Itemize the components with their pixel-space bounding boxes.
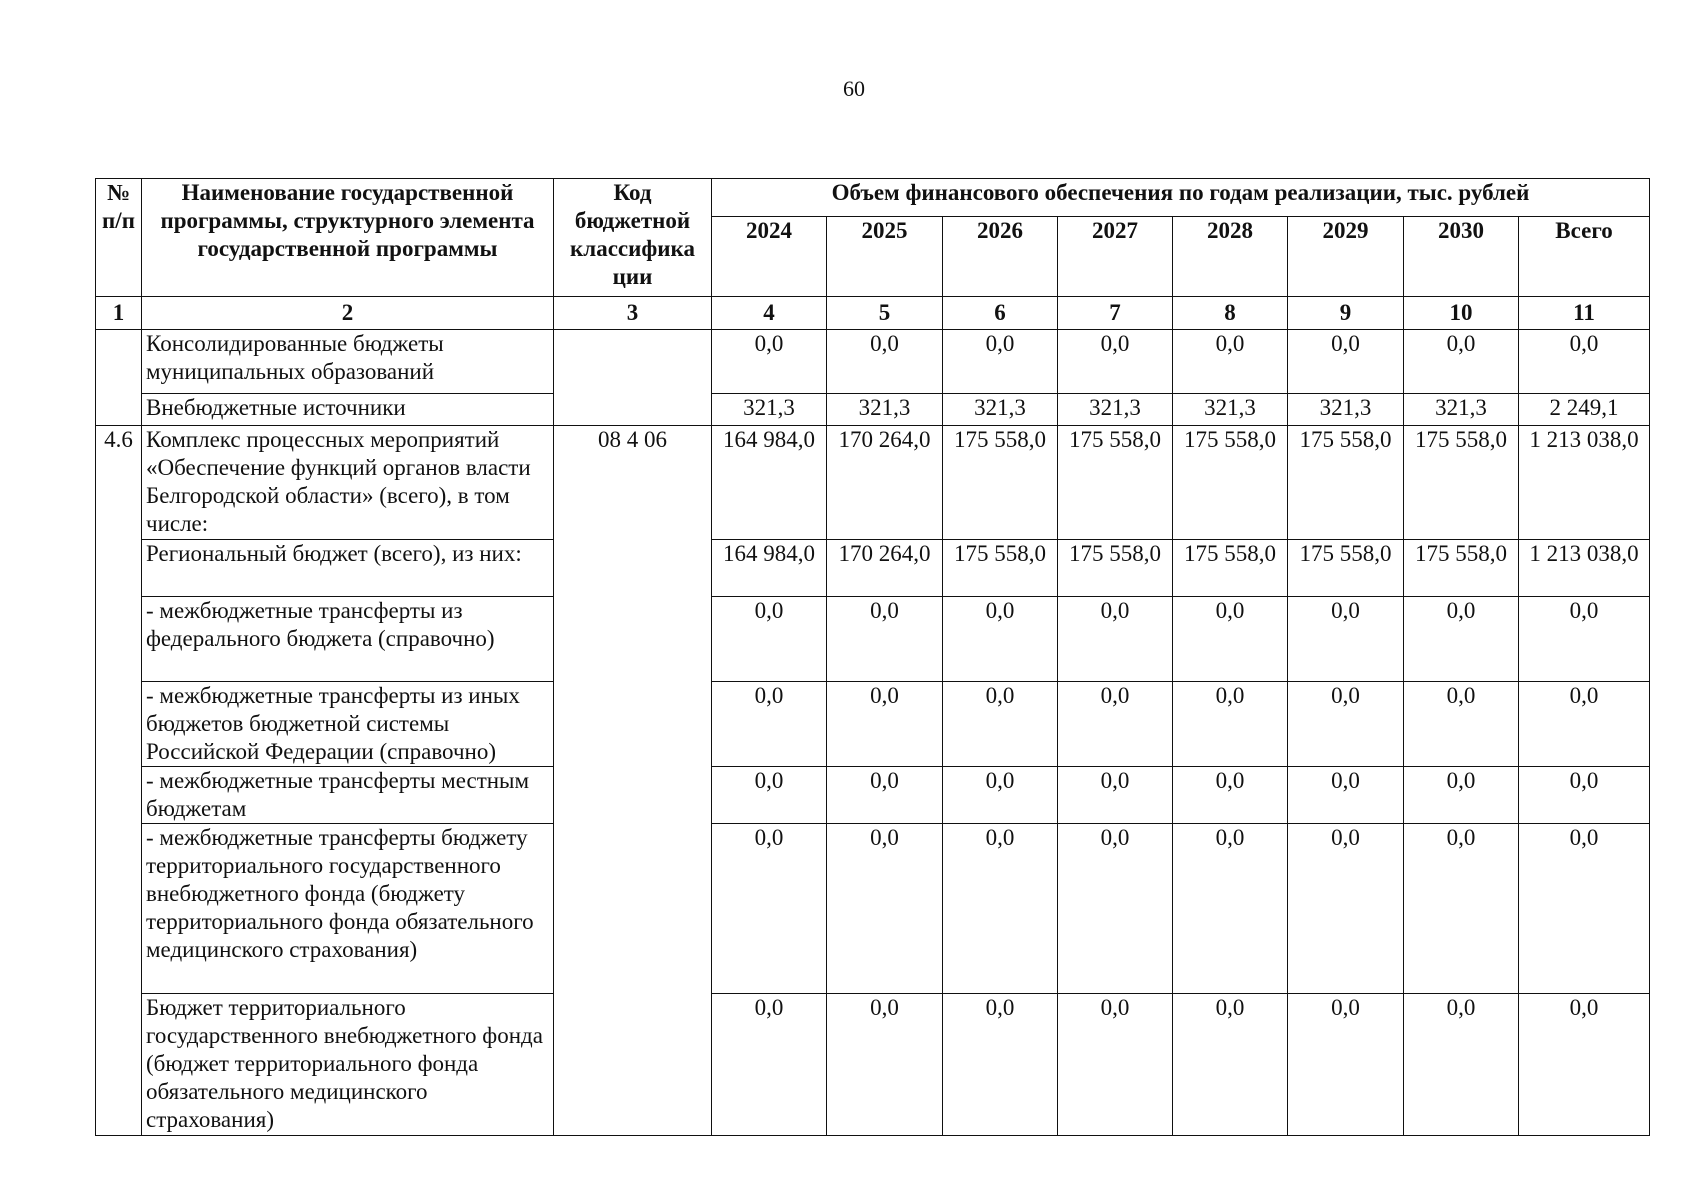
column-number: 9 [1288,297,1404,330]
value-cell: 0,0 [1173,597,1288,682]
value-cell: 0,0 [1173,682,1288,767]
column-number: 11 [1519,297,1650,330]
row-name: - межбюджетные трансферты бюджету территориального государственного внебюджетного фонда (бюджету территориального фонда обязательного медицинского страхования) [142,824,554,994]
header-year: 2029 [1288,217,1404,297]
value-cell: 175 558,0 [1173,426,1288,540]
row-name: - межбюджетные трансферты из иных бюджетов бюджетной системы Российской Федерации (справочно) [142,682,554,767]
value-cell: 0,0 [1173,994,1288,1136]
table-row [96,426,1650,540]
column-number: 6 [943,297,1058,330]
value-cell: 0,0 [1058,597,1173,682]
column-number: 7 [1058,297,1173,330]
value-cell: 0,0 [712,682,827,767]
value-cell: 175 558,0 [1058,540,1173,597]
total-cell: 0,0 [1519,767,1650,824]
row-name: - межбюджетные трансферты местным бюджетам [142,767,554,824]
value-cell: 0,0 [1058,682,1173,767]
value-cell: 0,0 [712,597,827,682]
value-cell: 0,0 [1058,330,1173,394]
value-cell: 175 558,0 [943,540,1058,597]
value-cell: 0,0 [827,994,943,1136]
value-cell: 0,0 [1404,682,1519,767]
table-row [96,682,1650,767]
header-year: 2024 [712,217,827,297]
value-cell: 0,0 [1058,767,1173,824]
value-cell: 175 558,0 [1404,540,1519,597]
column-number: 1 [96,297,142,330]
value-cell: 321,3 [1173,394,1288,426]
total-cell: 0,0 [1519,330,1650,394]
table-row [96,994,1650,1136]
column-number: 8 [1173,297,1288,330]
value-cell: 164 984,0 [712,540,827,597]
value-cell: 0,0 [712,767,827,824]
financing-table [95,178,1650,1136]
value-cell: 0,0 [943,994,1058,1136]
value-cell: 0,0 [1058,994,1173,1136]
header-row [96,179,1650,217]
value-cell: 0,0 [1173,824,1288,994]
header-col-code: Код бюджетной классифика ции [554,179,712,297]
row-name: Комплекс процессных мероприятий «Обеспечение функций органов власти Белгородской области» (всего), в том числе: [142,426,554,540]
value-cell: 0,0 [827,824,943,994]
total-cell: 0,0 [1519,682,1650,767]
value-cell: 0,0 [1288,767,1404,824]
total-cell: 0,0 [1519,994,1650,1136]
value-cell: 0,0 [1173,767,1288,824]
total-cell: 0,0 [1519,597,1650,682]
header-col-volume: Объем финансового обеспечения по годам реализации, тыс. рублей [712,179,1650,217]
value-cell: 0,0 [1173,330,1288,394]
value-cell: 0,0 [943,767,1058,824]
value-cell: 175 558,0 [1288,426,1404,540]
value-cell: 0,0 [943,330,1058,394]
table-row [96,540,1650,597]
row-name: Консолидированные бюджеты муниципальных образований [142,330,554,394]
table-row [96,394,1650,426]
value-cell: 175 558,0 [1173,540,1288,597]
row-name: - межбюджетные трансферты из федерального бюджета (справочно) [142,597,554,682]
column-number: 10 [1404,297,1519,330]
header-year: 2025 [827,217,943,297]
value-cell: 0,0 [1288,682,1404,767]
value-cell: 0,0 [1404,767,1519,824]
value-cell: 0,0 [712,994,827,1136]
value-cell: 0,0 [827,597,943,682]
header-year: 2030 [1404,217,1519,297]
total-cell: 0,0 [1519,824,1650,994]
row-index-empty [96,330,142,426]
row-name: Бюджет территориального государственного внебюджетного фонда (бюджет территориального фонда обязательного медицинского страхования) [142,994,554,1136]
total-cell: 2 249,1 [1519,394,1650,426]
table-row [96,767,1650,824]
value-cell: 321,3 [943,394,1058,426]
column-number: 5 [827,297,943,330]
value-cell: 0,0 [1404,330,1519,394]
page-number: 60 [843,76,865,101]
value-cell: 0,0 [1288,597,1404,682]
value-cell: 321,3 [1058,394,1173,426]
value-cell: 170 264,0 [827,426,943,540]
value-cell: 0,0 [1288,824,1404,994]
value-cell: 0,0 [712,824,827,994]
column-number: 4 [712,297,827,330]
value-cell: 175 558,0 [1288,540,1404,597]
row-code-empty [554,330,712,426]
value-cell: 175 558,0 [1058,426,1173,540]
value-cell: 0,0 [1404,597,1519,682]
table-row [96,597,1650,682]
value-cell: 0,0 [943,682,1058,767]
value-cell: 175 558,0 [943,426,1058,540]
value-cell: 0,0 [943,597,1058,682]
column-number: 2 [142,297,554,330]
header-year: 2027 [1058,217,1173,297]
header-col-no: № п/п [96,179,142,297]
value-cell: 0,0 [827,767,943,824]
table-row [96,330,1650,394]
total-cell: 1 213 038,0 [1519,426,1650,540]
value-cell: 321,3 [1288,394,1404,426]
header-total: Всего [1519,217,1650,297]
value-cell: 0,0 [1288,330,1404,394]
row-name: Внебюджетные источники [142,394,554,426]
header-year: 2026 [943,217,1058,297]
row-index: 4.6 [96,426,142,1136]
total-cell: 1 213 038,0 [1519,540,1650,597]
column-number: 3 [554,297,712,330]
value-cell: 175 558,0 [1404,426,1519,540]
value-cell: 0,0 [1404,824,1519,994]
value-cell: 0,0 [1404,994,1519,1136]
value-cell: 0,0 [1058,824,1173,994]
value-cell: 0,0 [827,682,943,767]
value-cell: 0,0 [943,824,1058,994]
value-cell: 170 264,0 [827,540,943,597]
row-code: 08 4 06 [554,426,712,1136]
value-cell: 0,0 [827,330,943,394]
value-cell: 321,3 [827,394,943,426]
table-row [96,824,1650,994]
header-col-name: Наименование государственной программы, структурного элемента государственной программы [142,179,554,297]
value-cell: 321,3 [712,394,827,426]
header-year: 2028 [1173,217,1288,297]
value-cell: 164 984,0 [712,426,827,540]
value-cell: 0,0 [712,330,827,394]
value-cell: 321,3 [1404,394,1519,426]
column-numbers-row [96,297,1650,330]
row-name: Региональный бюджет (всего), из них: [142,540,554,597]
value-cell: 0,0 [1288,994,1404,1136]
